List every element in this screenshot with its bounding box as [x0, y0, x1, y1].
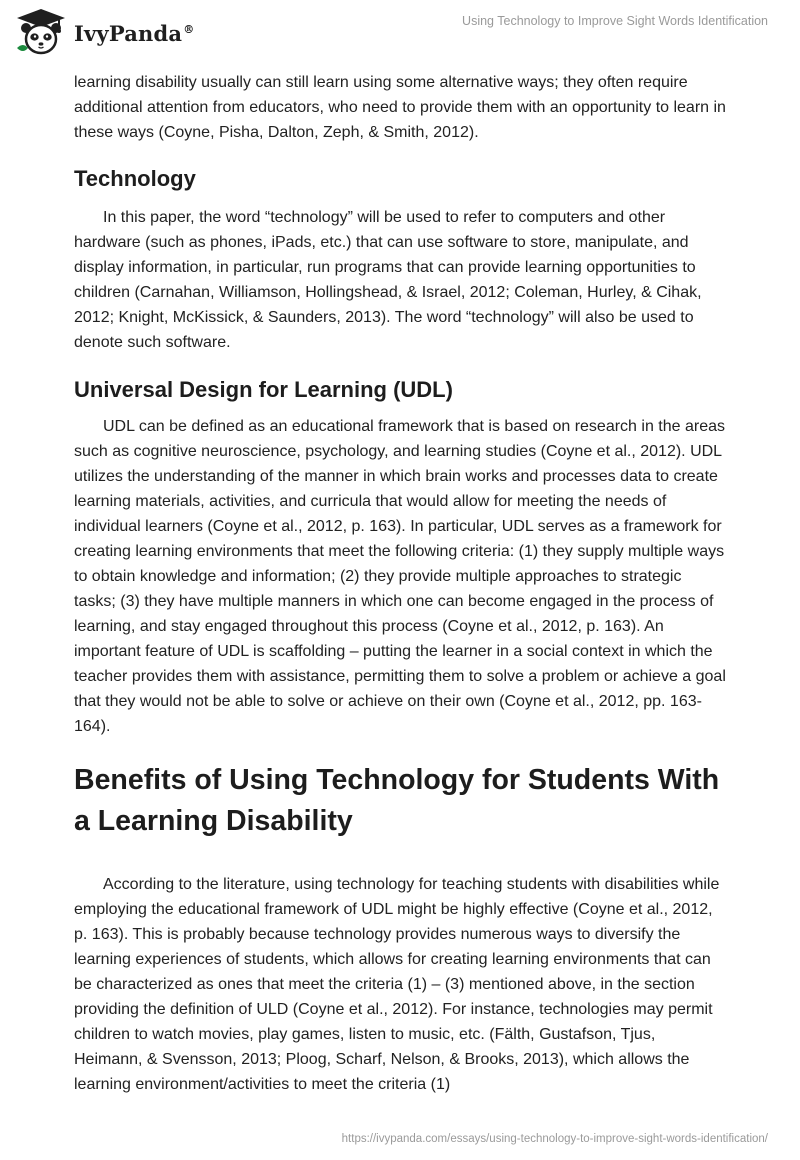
- udl-heading: Universal Design for Learning (UDL): [74, 377, 453, 402]
- page-header: [0, 0, 800, 64]
- benefits-paragraph: According to the literature, using technology for teaching students with disabilities while employing the educational framework of UDL might be highly effective (Coyne et al., 2012, p. 163). This is probably because technology provides numerous ways to diversify the learning experiences of students, which allows for creating learning environments that can be characterized as ones that meet the criteria (1) – (3) mentioned above, in the section providing the definition of ULD (Coyne et al., 2012). For instance, technologies may permit children to watch movies, play games, listen to music, etc. (Fälth, Gustafson, Tjus, Heimann, & Svensson, 2013; Ploog, Scharf, Nelson, & Brooks, 2013), which allows the learning environment/activities to meet the criteria (1): [74, 876, 720, 1093]
- source-url[interactable]: https://ivypanda.com/essays/using-technology-to-improve-sight-words-identification/: [341, 1133, 768, 1145]
- udl-paragraph: UDL can be defined as an educational framework that is based on research in the areas such as cognitive neuroscience, psychology, and learning studies (Coyne et al., 2012). UDL utilizes the understanding of the manner in which brain works and processes data to create learning materials, activities, and curricula that would allow for meeting the needs of individual learners (Coyne et al., 2012, p. 163). In particular, UDL serves as a framework for creating learning environments that meet the following criteria: (1) they supply multiple ways to obtain knowledge and information; (2) they provide multiple approaches to strategic tasks; (3) they have multiple manners in which one can become engaged in the process of learning, and stay engaged throughout this process (Coyne et al., 2012, p. 163). An important feature of UDL is scaffolding – putting the learner in a social context in which the teacher provides them with assistance, permitting them to solve a problem or achieve a goal that they would not be able to solve or achieve on their own (Coyne et al., 2012, pp. 163-164).: [74, 418, 726, 735]
- technology-heading: Technology: [74, 166, 196, 191]
- intro-paragraph: learning disability usually can still learn using some alternative ways; they often require additional attention from educators, who need to provide them with an opportunity to learn in these ways (Coyne, Pisha, Dalton, Zeph, & Smith, 2012).: [74, 74, 726, 141]
- technology-paragraph: In this paper, the word “technology” will be used to refer to computers and other hardware (such as phones, iPads, etc.) that can use software to store, manipulate, and display information, in particular, run programs that can provide learning opportunities to children (Carnahan, Williamson, Hollingshead, & Israel, 2012; Coleman, Hurley, & Cihak, 2012; Knight, McKissick, & Saunders, 2013). The word “technology” will also be used to denote such software.: [74, 209, 702, 351]
- brand-logo[interactable]: [14, 8, 194, 58]
- benefits-heading: Benefits of Using Technology for Students With a Learning Disability: [74, 764, 720, 837]
- essay-body: [74, 70, 726, 1097]
- brand-name: IvyPanda®: [74, 20, 195, 46]
- document-title: Using Technology to Improve Sight Words Identification: [462, 14, 768, 28]
- registered-mark: ®: [183, 22, 195, 36]
- panda-graduate-icon: [14, 8, 68, 58]
